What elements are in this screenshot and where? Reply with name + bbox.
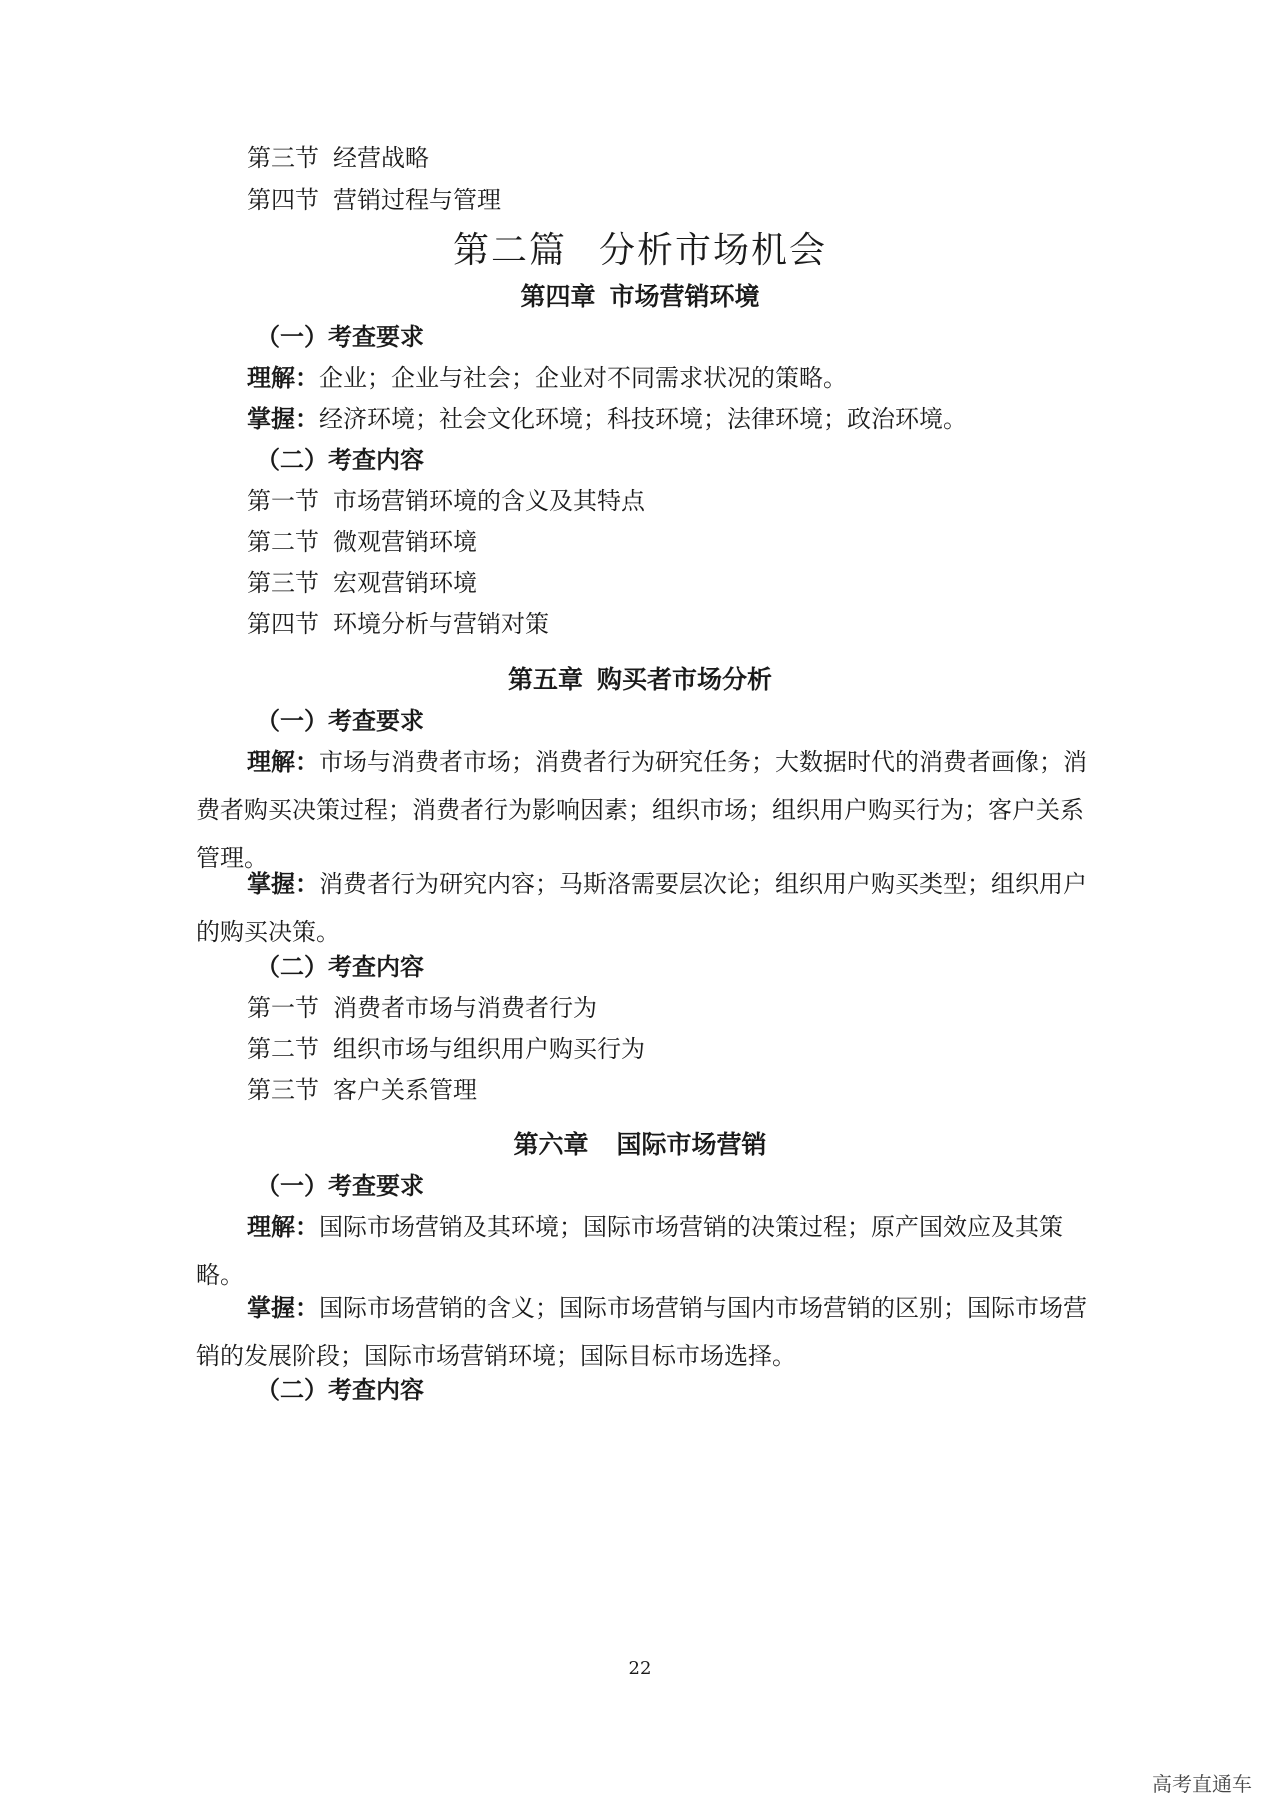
master-paragraph: 掌握：国际市场营销的含义；国际市场营销与国内市场营销的区别；国际市场营销的发展阶段；国际市场营销环境；国际目标市场选择。 bbox=[196, 1293, 1087, 1370]
section-item: 第二节 微观营销环境 bbox=[247, 528, 477, 556]
chapter-title: 第四章 市场营销环境 bbox=[520, 282, 760, 311]
understand-paragraph: 理解：企业；企业与社会；企业对不同需求状况的策略。 bbox=[247, 363, 847, 392]
content-heading: （二）考查内容 bbox=[256, 1375, 424, 1404]
section-item: 第四节 营销过程与管理 bbox=[247, 186, 501, 214]
understand-paragraph: 理解：市场与消费者市场；消费者行为研究任务；大数据时代的消费者画像；消费者购买决策过程；消费者行为影响因素；组织市场；组织用户购买行为；客户关系管理。 bbox=[196, 747, 1087, 872]
section-item: 第四节 环境分析与营销对策 bbox=[247, 610, 549, 638]
requirements-heading: （一）考查要求 bbox=[256, 322, 424, 351]
requirements-heading: （一）考查要求 bbox=[256, 1171, 424, 1200]
master-paragraph: 掌握：消费者行为研究内容；马斯洛需要层次论；组织用户购买类型；组织用户的购买决策。 bbox=[196, 869, 1087, 946]
chapter-title: 第五章 购买者市场分析 bbox=[507, 665, 773, 694]
content-heading: （二）考查内容 bbox=[256, 445, 424, 474]
page-number: 22 bbox=[628, 1658, 652, 1679]
section-item: 第二节 组织市场与组织用户购买行为 bbox=[247, 1035, 645, 1063]
watermark-text: 高考直通车 bbox=[1152, 1772, 1252, 1796]
section-item: 第三节 客户关系管理 bbox=[247, 1076, 477, 1104]
part-title: 第二篇 分析市场机会 bbox=[452, 230, 828, 271]
section-item: 第一节 市场营销环境的含义及其特点 bbox=[247, 487, 645, 515]
section-item: 第三节 经营战略 bbox=[247, 144, 429, 172]
master-paragraph: 掌握：经济环境；社会文化环境；科技环境；法律环境；政治环境。 bbox=[247, 404, 967, 433]
understand-paragraph: 理解：国际市场营销及其环境；国际市场营销的决策过程；原产国效应及其策略。 bbox=[196, 1212, 1063, 1289]
section-item: 第三节 宏观营销环境 bbox=[247, 569, 477, 597]
content-heading: （二）考查内容 bbox=[256, 952, 424, 981]
chapter-title: 第六章 国际市场营销 bbox=[513, 1130, 767, 1159]
section-item: 第一节 消费者市场与消费者行为 bbox=[247, 994, 597, 1022]
requirements-heading: （一）考查要求 bbox=[256, 706, 424, 735]
